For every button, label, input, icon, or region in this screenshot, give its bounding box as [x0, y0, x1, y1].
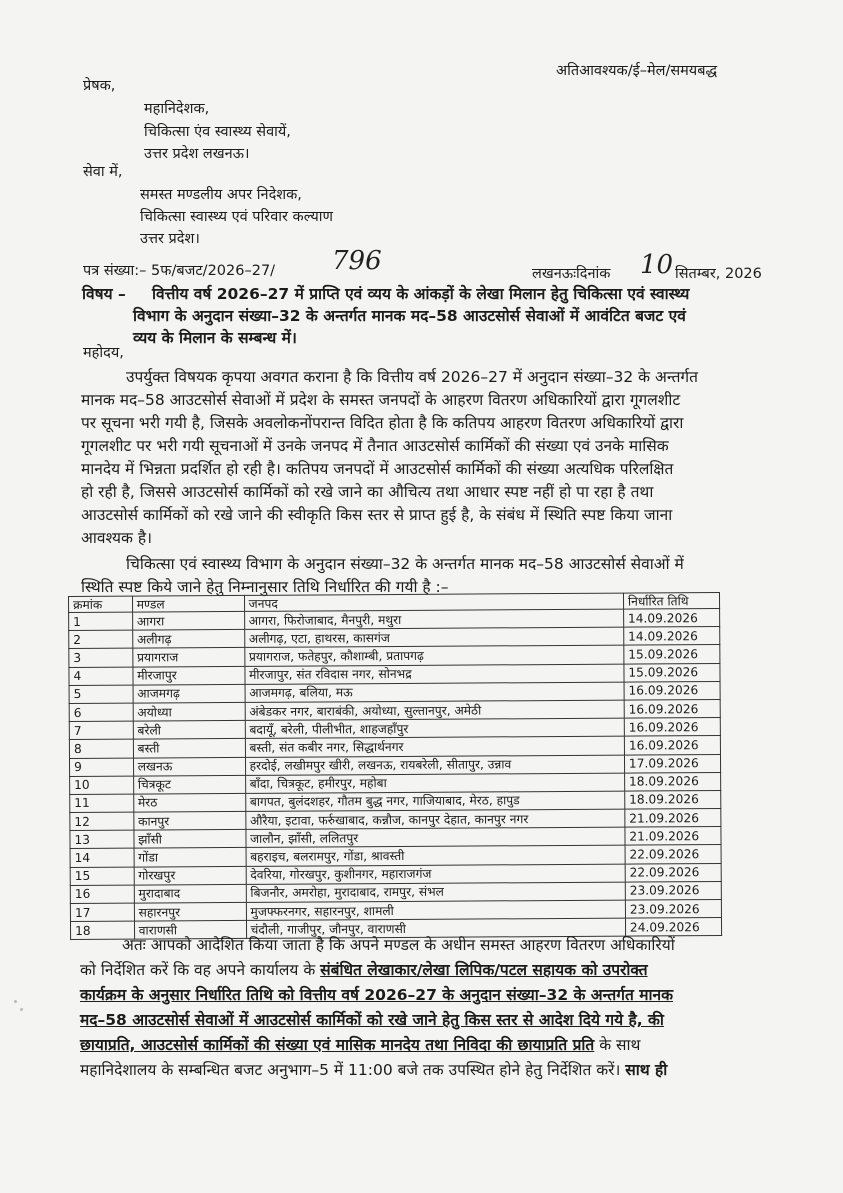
division-cell: बस्ती: [133, 739, 245, 758]
paragraph3-emphasis-line: कार्यक्रम के अनुसार निर्धारित तिथि को वित्तीय वर्ष 2026–27 के अनुदान संख्या–32 के अन्तर्गत मानक: [80, 986, 674, 1004]
salutation: महोदय,: [83, 345, 124, 361]
recipient-line: उत्तर प्रदेश।: [140, 231, 200, 247]
letter-place-date-label: लखनऊःदिनांक: [532, 266, 611, 282]
division-cell: कानपुर: [134, 811, 246, 830]
letter-date-handwritten: 10: [640, 250, 674, 280]
row-number-cell: 9: [69, 758, 133, 777]
row-number-cell: 12: [70, 812, 134, 831]
division-cell: गोरखपुर: [134, 866, 246, 885]
paragraph3-emphasis: साथ ही: [625, 1061, 668, 1079]
letter-number: [83, 260, 275, 280]
subject-line: व्यय के मिलान के सम्बन्ध में।: [133, 329, 297, 347]
paragraph2-line: चिकित्सा एवं स्वास्थ्य विभाग के अनुदान संख्या–32 के अन्तर्गत मानक मद–58 आउटसोर्स सेवाओं में: [126, 555, 684, 573]
row-number-cell: 16: [70, 885, 134, 904]
districts-cell: चंदौली, गाजीपुर, जौनपुर, वाराणसी: [246, 918, 625, 939]
paragraph1-line: हो रही है, जिससे आउटसोर्स कार्मिकों को रखे जाने का औचित्य तथा आधार स्पष्ट नहीं हो पा रहा है तथा: [81, 483, 654, 501]
recipient-line: समस्त मण्डलीय अपर निदेशक,: [140, 187, 302, 203]
letter-number-label: पत्र संख्या:– 5फ/बजट/2026–27/: [83, 263, 276, 279]
date-cell: 23.09.2026: [625, 900, 721, 919]
districts-cell: हरदोई, लखीमपुर खीरी, लखनऊ, रायबरेली, सीतापुर, उन्नाव: [245, 755, 624, 776]
row-number-cell: 5: [69, 685, 133, 704]
division-cell: बरेली: [133, 721, 245, 740]
table-header-cell: निर्धारित तिथि: [623, 593, 719, 610]
table-header-cell: मण्डल: [132, 595, 244, 612]
table-body: [69, 609, 722, 940]
paragraph1-line: मानदेय में भिन्नता प्रदर्शित हो रही है। कतिपय जनपदों में आउटसोर्स कार्मिकों की संख्या अत्यधिक परिलक्षित: [81, 460, 674, 478]
schedule-table: [68, 592, 722, 940]
paragraph3-text: महानिदेशालय के सम्बन्धित बजट अनुभाग–5 में 11:00 बजे तक उपस्थित होने हेतु निर्देशित करें।: [80, 1061, 626, 1079]
division-cell: गोंडा: [134, 848, 246, 867]
date-cell: 16.09.2026: [624, 718, 720, 737]
row-number-cell: 10: [70, 776, 134, 795]
districts-cell: बागपत, बुलंदशहर, गौतम बुद्ध नगर, गाजियाबाद, मेरठ, हापुड: [245, 791, 624, 812]
priority-header: अतिआवश्यक/ई–मेल/समयबद्ध: [556, 63, 718, 79]
date-cell: 14.09.2026: [623, 609, 719, 628]
date-cell: 22.09.2026: [625, 845, 721, 864]
paragraph3-line: अतः आपको आदेशित किया जाता है कि अपने मण्डल के अधीन समस्त आहरण वितरण अधिकारियों: [122, 936, 675, 954]
districts-cell: आजमगढ़, बलिया, मऊ: [245, 682, 624, 703]
districts-cell: प्रयागराज, फतेहपुर, कौशाम्बी, प्रतापगढ़: [244, 645, 623, 666]
row-number-cell: 8: [69, 739, 133, 758]
sender-line: चिकित्सा एंव स्वास्थ्य सेवायें,: [144, 124, 291, 140]
date-cell: 16.09.2026: [624, 699, 720, 718]
subject-label: विषय –: [82, 285, 126, 303]
paragraph1-line: आउटसोर्स कार्मिकों को रखे जाने की स्वीकृति किस स्तर से प्राप्त हुई है, के संबंध में स्थिति स्पष्ट किया जाना: [81, 506, 673, 524]
paragraph3-line: [80, 1058, 667, 1080]
division-cell: लखनऊ: [133, 757, 245, 776]
division-cell: वाराणसी: [134, 921, 246, 940]
paragraph1-line: गूगलशीट पर भरी गयी सूचनाओं में उनके जनपद में तैनात आउटसोर्स कार्मिकों की संख्या एवं उनके मासिक: [81, 437, 669, 455]
date-cell: 21.09.2026: [625, 809, 721, 828]
date-cell: 14.09.2026: [624, 627, 720, 646]
paragraph3-text: को निर्देशित करें कि वह अपने कार्यालय के: [80, 961, 321, 979]
division-cell: मेरठ: [133, 793, 245, 812]
date-cell: 18.09.2026: [624, 772, 720, 791]
subject-line: विभाग के अनुदान संख्या–32 के अन्तर्गत मानक मद–58 आउटसोर्स सेवाओं में आवंटित बजट एवं: [133, 307, 686, 325]
districts-cell: अलीगढ़, एटा, हाथरस, कासगंज: [244, 627, 623, 648]
division-cell: अयोध्या: [133, 702, 245, 721]
row-number-cell: 7: [69, 721, 133, 740]
paragraph2-line: स्थिति स्पष्ट किये जाने हेतु निम्नानुसार तिथि निर्धारित की गयी है :–: [81, 578, 449, 596]
row-number-cell: 17: [70, 903, 134, 922]
districts-cell: आगरा, फिरोजाबाद, मैनपुरी, मथुरा: [244, 609, 623, 630]
row-number-cell: 3: [69, 648, 133, 667]
districts-cell: जालौन, झाँसी, ललितपुर: [246, 827, 625, 848]
division-cell: अलीगढ़: [132, 630, 244, 649]
row-number-cell: 2: [69, 630, 133, 649]
paragraph3-emphasis-line: मद–58 आउटसोर्स सेवाओं में आउटसोर्स कार्मिकों को रखे जाने हेतु किस स्तर से आदेश दिये गये है, की: [80, 1011, 664, 1029]
districts-cell: अंबेडकर नगर, बाराबंकी, अयोध्या, सुल्तानपुर, अमेठी: [245, 700, 624, 721]
date-cell: 21.09.2026: [625, 827, 721, 846]
division-cell: सहारनपुर: [134, 902, 246, 921]
paragraph1-line: मानक मद–58 आउटसोर्स सेवाओं में प्रदेश के समस्त जनपदों के आहरण वितरण अधिकारियों द्वारा गूगलशीट: [81, 391, 681, 409]
table-header-cell: जनपद: [244, 593, 623, 611]
scan-speck: [14, 1000, 17, 1003]
districts-cell: बदायूँ, बरेली, पीलीभीत, शाहजहाँपुर: [245, 718, 624, 739]
row-number-cell: 11: [70, 794, 134, 813]
paragraph3-text: के साथ: [594, 1036, 641, 1054]
letter-number-handwritten: 796: [332, 246, 382, 276]
districts-cell: मीरजापुर, संत रविदास नगर, सोनभद्र: [245, 664, 624, 685]
division-cell: आगरा: [132, 611, 244, 630]
paragraph1-line: उपर्युक्त विषयक कृपया अवगत कराना है कि वित्तीय वर्ष 2026–27 में अनुदान संख्या–32 के अन्तर्गत: [126, 368, 698, 386]
paragraph1-line: पर सूचना भरी गयी है, जिसके अवलोकनोंपरान्त विदित होता है कि कतिपय आहरण वितरण अधिकारियों द्वारा: [81, 414, 684, 432]
recipient-label: सेवा में,: [83, 164, 123, 180]
division-cell: मुरादाबाद: [134, 884, 246, 903]
row-number-cell: 18: [70, 921, 134, 940]
date-cell: 15.09.2026: [624, 645, 720, 664]
sender-label: प्रेषक,: [83, 78, 116, 94]
sender-line: उत्तर प्रदेश लखनऊ।: [144, 146, 250, 162]
date-cell: 15.09.2026: [624, 663, 720, 682]
row-number-cell: 14: [70, 849, 134, 868]
paragraph3-line: [80, 958, 648, 980]
row-number-cell: 13: [70, 830, 134, 849]
letter-date-rest: सितम्बर, 2026: [675, 266, 762, 282]
row-number-cell: 4: [69, 667, 133, 686]
division-cell: झाँसी: [134, 830, 246, 849]
districts-cell: बाँदा, चित्रकूट, हमीरपुर, महोबा: [245, 773, 624, 794]
division-cell: चित्रकूट: [133, 775, 245, 794]
districts-cell: बिजनौर, अमरोहा, मुरादाबाद, रामपुर, संभल: [246, 882, 625, 903]
date-cell: 16.09.2026: [624, 736, 720, 755]
row-number-cell: 6: [69, 703, 133, 722]
paragraph1-line: आवश्यक है।: [81, 529, 152, 547]
districts-cell: औरैया, इटावा, फर्रुखाबाद, कन्नौज, कानपुर देहात, कानपुर नगर: [245, 809, 624, 830]
recipient-line: चिकित्सा स्वास्थ्य एवं परिवार कल्याण: [140, 209, 333, 225]
paragraph3-emphasis: छायाप्रति, आउटसोर्स कार्मिकों की संख्या एवं मासिक मानदेय तथा निविदा की छायाप्रति प्रति: [80, 1036, 595, 1054]
date-cell: 22.09.2026: [625, 863, 721, 882]
paragraph3-emphasis: संबंधित लेखाकार/लेखा लिपिक/पटल सहायक को उपरोक्त: [320, 961, 648, 979]
division-cell: प्रयागराज: [133, 648, 245, 667]
districts-cell: मुजफ्फरनगर, सहारनपुर, शामली: [246, 900, 625, 921]
scan-speck: [20, 1008, 23, 1011]
row-number-cell: 15: [70, 867, 134, 886]
districts-cell: बहराइच, बलरामपुर, गोंडा, श्रावस्ती: [246, 846, 625, 867]
row-number-cell: 1: [69, 612, 133, 631]
date-cell: 24.09.2026: [625, 918, 721, 937]
districts-cell: देवरिया, गोरखपुर, कुशीनगर, महाराजगंज: [246, 864, 625, 885]
districts-cell: बस्ती, संत कबीर नगर, सिद्धार्थनगर: [245, 736, 624, 757]
date-cell: 18.09.2026: [625, 790, 721, 809]
paragraph3-line: [80, 1033, 640, 1055]
sender-line: महानिदेशक,: [144, 101, 210, 117]
date-cell: 23.09.2026: [625, 881, 721, 900]
table-header-cell: क्रमांक: [69, 596, 133, 612]
subject-line: वित्तीय वर्ष 2026–27 में प्राप्ति एवं व्यय के आंकड़ों के लेखा मिलान हेतु चिकित्सा एवं स्वास्थ्य: [152, 285, 690, 303]
date-cell: 17.09.2026: [624, 754, 720, 773]
division-cell: मीरजापुर: [133, 666, 245, 685]
date-cell: 16.09.2026: [624, 681, 720, 700]
division-cell: आजमगढ़: [133, 684, 245, 703]
